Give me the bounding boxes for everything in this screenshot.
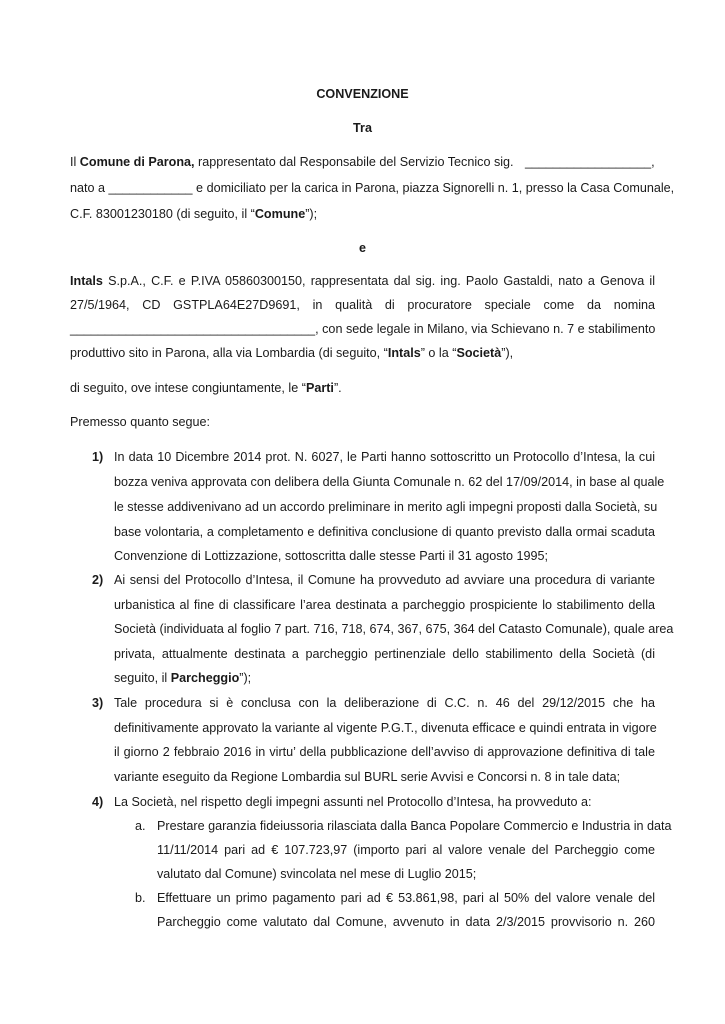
- party2-line-3: ___________________________________, con sede legale in Milano, via Schievano n. 7 e stabilimento: [70, 322, 656, 336]
- item-line: Convenzione di Lottizzazione, sottoscritta dalle stesse Parti il 31 agosto 1995;: [114, 549, 549, 563]
- item-number: 2): [92, 573, 104, 587]
- subitem-line: Prestare garanzia fideiussoria rilasciata dalla Banca Popolare Commercio e Industria in data: [157, 819, 672, 833]
- item-line: seguito, il Parcheggio”);: [114, 671, 252, 685]
- party2-line-4: produttivo sito in Parona, alla via Lombardia (di seguito, “Intals” o la “Società”),: [70, 346, 514, 360]
- item-line: In data 10 Dicembre 2014 prot. N. 6027, le Parti hanno sottoscritto un Protocollo d’Intesa, la cui: [114, 450, 655, 464]
- between-heading: Tra: [353, 121, 372, 135]
- item-number: 1): [92, 450, 104, 464]
- item-line: bozza veniva approvata con delibera della Giunta Comunale n. 62 del 17/09/2014, in base al quale: [114, 475, 665, 489]
- item-line: Società (individuata al foglio 7 part. 716, 718, 674, 367, 675, 364 del Catasto Comunale), quale area: [114, 622, 674, 636]
- and-heading: e: [358, 241, 366, 255]
- party1-signatory-blank: __________________,: [525, 155, 655, 169]
- jointly-line: di seguito, ove intese congiuntamente, le “Parti”.: [70, 381, 342, 395]
- subitem-letter: b.: [135, 891, 146, 905]
- premise-line: Premesso quanto segue:: [70, 415, 211, 429]
- subitem-line: Parcheggio come valutato dal Comune, avvenuto in data 2/3/2015 provvisorio n. 260: [157, 915, 655, 929]
- party1-line-3: C.F. 83001230180 (di seguito, il “Comune”);: [70, 207, 318, 221]
- item-line: Ai sensi del Protocollo d’Intesa, il Comune ha provveduto ad avviare una procedura di variante: [114, 573, 655, 587]
- subitem-line: 11/11/2014 pari ad € 107.723,97 (importo pari al valore venale del Parcheggio come: [157, 843, 655, 857]
- subitem-line: valutato dal Comune) svincolata nel mese di Luglio 2015;: [157, 867, 477, 881]
- item-line: base volontaria, a completamento e definitiva conclusione di quanto previsto dalla ormai scaduta: [114, 525, 655, 539]
- item-line: variante eseguito da Regione Lombardia sul BURL serie Avvisi e Concorsi n. 8 in tale data;: [114, 770, 621, 784]
- item-number: 3): [92, 696, 104, 710]
- party1-line-2: nato a ____________ e domiciliato per la carica in Parona, piazza Signorelli n. 1, presso la Casa Comunale,: [70, 181, 675, 195]
- item-line: Tale procedura si è conclusa con la deliberazione di C.C. n. 46 del 29/12/2015 che ha: [114, 696, 655, 710]
- item-line: privata, attualmente destinata a parcheggio pertinenziale dello stabilimento della Società (di: [114, 647, 655, 661]
- party2-line-2: 27/5/1964, CD GSTPLA64E27D9691, in qualità di procuratore speciale come da nomina: [70, 298, 655, 312]
- item-line: urbanistica al fine di classificare l’area destinata a parcheggio prospiciente lo stabilimento della: [114, 598, 655, 612]
- item-line: La Società, nel rispetto degli impegni assunti nel Protocollo d’Intesa, ha provveduto a:: [114, 795, 592, 809]
- document-title: CONVENZIONE: [316, 87, 409, 101]
- subitem-line: Effettuare un primo pagamento pari ad € 53.861,98, pari al 50% del valore venale del: [157, 891, 655, 905]
- item-number: 4): [92, 795, 104, 809]
- item-line: le stesse addivenivano ad un accordo preliminare in merito agli impegni proposti dalla Società, su: [114, 500, 658, 514]
- item-line: definitivamente approvato la variante al vigente P.G.T., divenuta efficace e quindi entrata in vigore: [114, 721, 657, 735]
- party2-line-1: Intals S.p.A., C.F. e P.IVA 05860300150, rappresentata dal sig. ing. Paolo Gastaldi, nato a Genova il: [70, 274, 655, 288]
- item-line: il giorno 2 febbraio 2016 in virtu’ della pubblicazione dell’avviso di approvazione definitiva di tale: [114, 745, 655, 759]
- party1-line-1: Il Comune di Parona, rappresentato dal Responsabile del Servizio Tecnico sig.: [70, 155, 514, 169]
- subitem-letter: a.: [135, 819, 146, 833]
